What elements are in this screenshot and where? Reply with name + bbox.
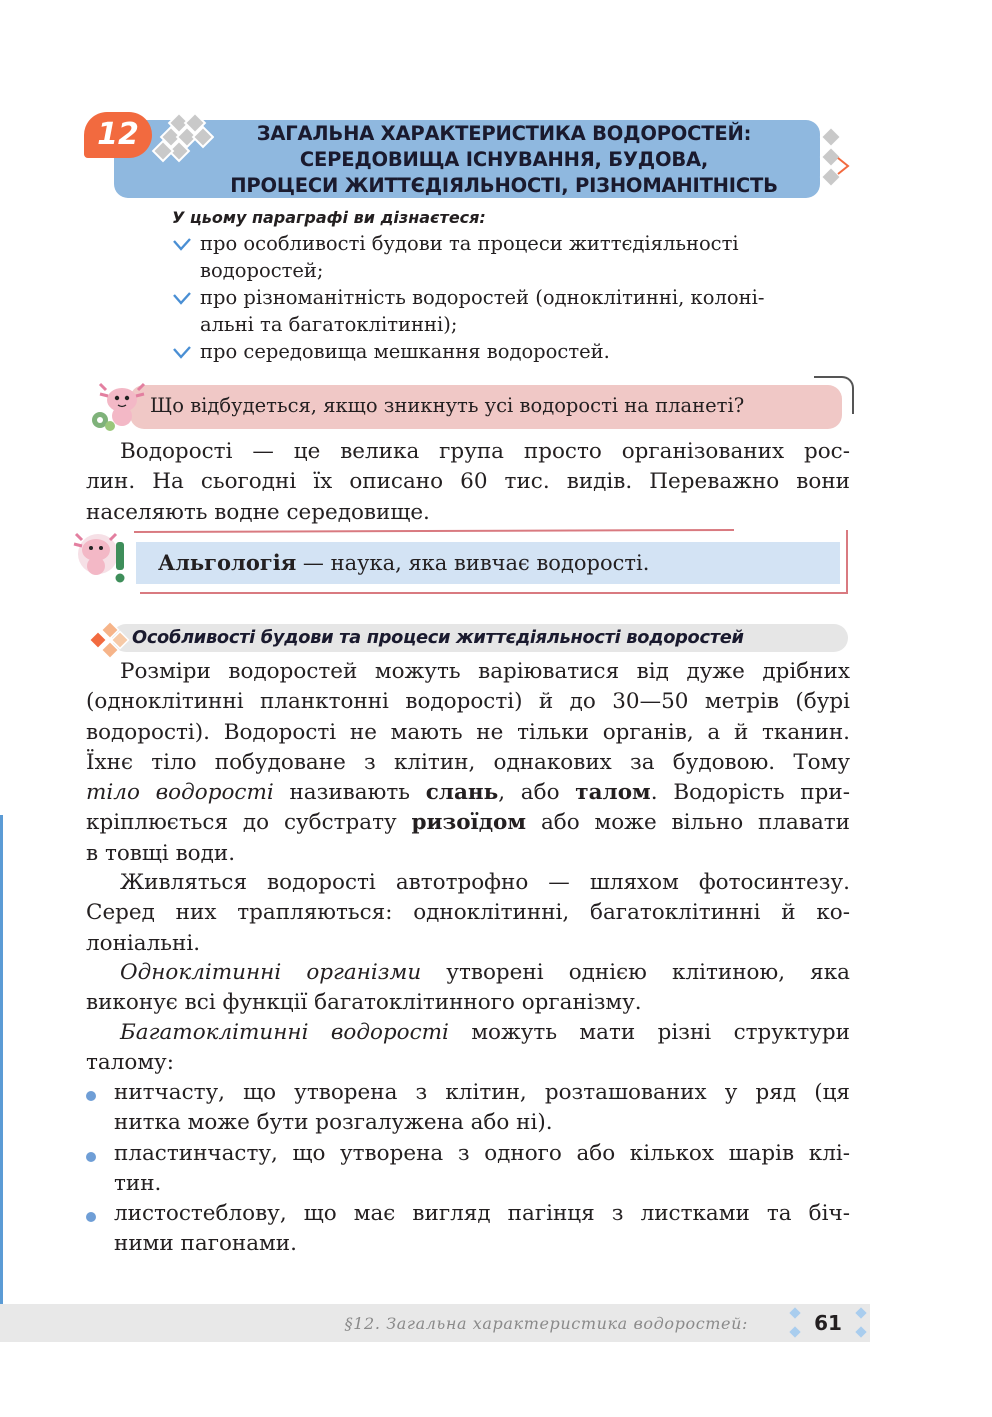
bold-term: слань [425, 780, 499, 806]
text-segment: називають [273, 780, 426, 806]
running-footer-title: §12. Загальна характеристика водоростей: [344, 1314, 748, 1333]
definition-rule [846, 530, 848, 594]
page-number: 61 [814, 1311, 842, 1335]
axolotl-mascot-icon [86, 376, 150, 434]
title-line: ЗАГАЛЬНА ХАРАКТЕРИСТИКА ВОДОРОСТЕЙ: [256, 122, 752, 145]
definition-body: — наука, яка вивчає водорості. [296, 551, 650, 575]
text-line: водорості). Водорості не мають не тільки органів, а й тканин. [86, 719, 850, 745]
body-paragraph [86, 1018, 850, 1079]
check-icon [172, 292, 192, 306]
text-line: тин. [114, 1170, 162, 1196]
intro-paragraph [86, 437, 850, 528]
text-line [86, 868, 850, 898]
text-segment: можуть мати різні структури [448, 1020, 850, 1045]
text-segment: або може вільно плавати [526, 810, 850, 836]
text-segment: . Водорість при- [650, 780, 850, 806]
text-line: нитка може бути розгалужена або ні). [114, 1110, 553, 1136]
objective-item [172, 338, 852, 365]
text-line: пластинчасту, що утворена з одного або кількох шарів клі- [114, 1140, 850, 1166]
text-segment: Водорості — це велика група просто організованих рос- [120, 439, 850, 464]
bold-term: талом [575, 780, 651, 806]
text-line [86, 808, 850, 838]
text-line: нитчасту, що утворена з клітин, розташованих у ряд (ця [114, 1080, 850, 1105]
bullet-icon [86, 1152, 96, 1162]
text-line [86, 1018, 850, 1048]
objective-line: про особливості будови та процеси життєдіяльності [200, 232, 739, 255]
title-line: СЕРЕДОВИЩА ІСНУВАННЯ, БУДОВА, [299, 148, 709, 171]
check-icon [172, 238, 192, 252]
question-text: Що відбудеться, якщо зникнуть усі водорості на планеті? [150, 394, 745, 417]
section-heading [86, 620, 852, 660]
question-box [86, 376, 854, 434]
italic-term: Багатоклітинні водорості [120, 1020, 449, 1045]
objective-line: про різноманітність водоростей (одноклітинні, колоні- [200, 286, 765, 309]
thallus-types-list [86, 1078, 850, 1260]
bullet-icon [86, 1091, 96, 1101]
objective-line: альні та багатоклітинні); [200, 313, 458, 336]
definition-rule [140, 592, 846, 594]
title-line: ПРОЦЕСИ ЖИТТЄДІЯЛЬНОСТІ, РІЗНОМАНІТНІСТЬ [230, 174, 778, 197]
section-diamond-icon [86, 620, 134, 660]
objectives-heading: У цьому параграфі ви дізнаєтеся: [172, 208, 486, 227]
section-title: Особливості будови та процеси життєдіяльності водоростей [132, 627, 744, 648]
objective-item [172, 284, 852, 338]
text-segment: Розміри водоростей можуть варіюватися від дуже дрібних [120, 659, 850, 684]
check-icon [172, 346, 192, 360]
text-line: лин. На сьогодні їх описано 60 тис. видів. Переважно вони [86, 469, 850, 495]
text-line [86, 437, 850, 467]
italic-term: Одноклітинні організми [120, 960, 422, 985]
text-line: Їхнє тіло побудоване з клітин, однакових за будовою. Тому [86, 749, 850, 775]
list-item [86, 1139, 850, 1200]
page-edge-rule [0, 815, 3, 1305]
text-segment: Живляться водорості автотрофно — шляхом фотосинтезу. [120, 870, 850, 895]
text-line [86, 657, 850, 687]
italic-term: тіло водорості [86, 780, 274, 806]
axolotl-exclamation-icon [70, 528, 132, 586]
paragraph-title [194, 121, 814, 199]
definition-text [158, 548, 649, 578]
objective-line: водоростей; [200, 259, 324, 282]
definition-term: Альгологія [158, 550, 297, 575]
learning-objectives [172, 206, 852, 365]
objective-item [172, 230, 852, 284]
text-segment: утворені однією клітиною, яка [421, 960, 850, 985]
bold-term: ризоїдом [411, 810, 527, 836]
text-line: в товщі води. [86, 840, 236, 866]
decorative-diamonds-right-icon [816, 124, 856, 200]
definition-box [70, 526, 856, 598]
body-paragraph [86, 657, 850, 869]
objective-line: про середовища мешкання водоростей. [200, 340, 610, 363]
footer-diamonds-icon [786, 1306, 806, 1340]
text-segment: кріплюється до субстрату [86, 810, 412, 836]
paragraph-number-badge: 12 [84, 112, 152, 158]
text-line: лоніальні. [86, 930, 201, 956]
text-line [86, 958, 850, 988]
bullet-icon [86, 1212, 96, 1222]
text-line: Серед них трапляються: одноклітинні, багатоклітинні й ко- [86, 900, 850, 926]
text-line: талому: [86, 1050, 174, 1076]
text-line: ними пагонами. [114, 1231, 297, 1257]
text-line: виконує всі функції багатоклітинного організму. [86, 990, 642, 1016]
text-segment: , або [498, 780, 576, 806]
list-item [86, 1078, 850, 1139]
footer-diamonds-icon [852, 1306, 872, 1340]
text-line: (одноклітинні планктонні водорості) й до 30—50 метрів (бурі [86, 689, 850, 715]
body-paragraph [86, 868, 850, 959]
text-line: населяють водне середовище. [86, 499, 430, 525]
definition-rule [134, 529, 734, 533]
page-footer [0, 1304, 992, 1342]
question-frame [814, 376, 854, 414]
list-item [86, 1199, 850, 1260]
text-line: листостеблову, що має вигляд пагінця з листками та біч- [114, 1201, 850, 1227]
body-paragraph [86, 958, 850, 1019]
text-line [86, 778, 850, 808]
paragraph-header [84, 112, 864, 207]
